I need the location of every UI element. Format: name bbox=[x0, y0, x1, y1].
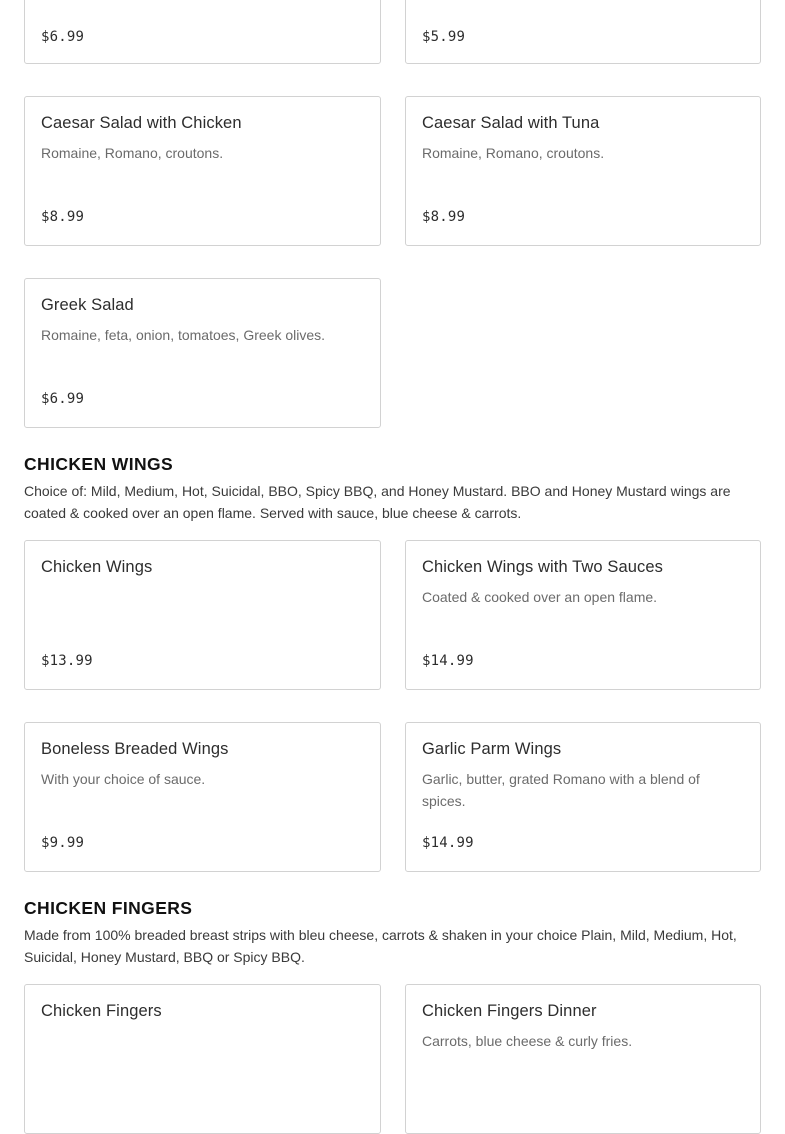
item-name: Boneless Breaded Wings bbox=[41, 740, 229, 758]
item-name: Chicken Fingers bbox=[41, 1002, 162, 1020]
item-price: $9.99 bbox=[41, 835, 85, 851]
section-title-chicken-fingers: CHICKEN FINGERS bbox=[24, 898, 193, 918]
section-description-chicken-wings: Choice of: Mild, Medium, Hot, Suicidal, BBO, Spicy BBQ, and Honey Mustard. BBO and Honey Mustard wings are coated & cooked over an open flame. Served with sauce, blue cheese & carrots. bbox=[24, 483, 731, 521]
item-price: $8.99 bbox=[41, 209, 85, 225]
item-description: Romaine, Romano, croutons. bbox=[422, 145, 605, 161]
item-description: Garlic, butter, grated Romano with a blend of spices. bbox=[422, 771, 700, 809]
item-price: $14.99 bbox=[422, 653, 474, 669]
menu-item-card[interactable] bbox=[24, 984, 381, 1134]
section-title-chicken-wings: CHICKEN WINGS bbox=[24, 454, 174, 474]
item-price: $5.99 bbox=[422, 29, 466, 45]
item-price: $6.99 bbox=[41, 29, 85, 45]
item-name: Chicken Wings with Two Sauces bbox=[422, 558, 664, 576]
item-description: With your choice of sauce. bbox=[41, 771, 206, 787]
menu-item-card[interactable] bbox=[405, 722, 761, 872]
item-price: $6.99 bbox=[41, 391, 85, 407]
item-name: Greek Salad bbox=[41, 296, 134, 314]
menu-item-card[interactable] bbox=[24, 0, 381, 64]
item-name: Caesar Salad with Chicken bbox=[41, 114, 242, 132]
menu-item-card[interactable] bbox=[405, 0, 761, 64]
menu-item-card[interactable] bbox=[24, 540, 381, 690]
menu-item-card[interactable] bbox=[405, 540, 761, 690]
item-price: $8.99 bbox=[422, 209, 466, 225]
item-description: Romaine, feta, onion, tomatoes, Greek olives. bbox=[41, 327, 326, 343]
menu-item-card[interactable] bbox=[405, 984, 761, 1134]
item-name: Chicken Fingers Dinner bbox=[422, 1002, 597, 1020]
menu-item-card[interactable] bbox=[24, 96, 381, 246]
menu-item-card[interactable] bbox=[405, 96, 761, 246]
menu-item-card[interactable] bbox=[24, 722, 381, 872]
item-description: Coated & cooked over an open flame. bbox=[422, 589, 658, 605]
item-name: Garlic Parm Wings bbox=[422, 740, 562, 758]
item-description: Romaine, Romano, croutons. bbox=[41, 145, 224, 161]
item-price: $13.99 bbox=[41, 653, 93, 669]
item-price: $14.99 bbox=[422, 835, 474, 851]
item-name: Chicken Wings bbox=[41, 558, 153, 576]
section-description-chicken-fingers: Made from 100% breaded breast strips with bleu cheese, carrots & shaken in your choice Plain, Mild, Medium, Hot, Suicidal, Honey Mustard, BBQ or Spicy BBQ. bbox=[24, 927, 737, 965]
item-description: Carrots, blue cheese & curly fries. bbox=[422, 1033, 633, 1049]
item-name: Caesar Salad with Tuna bbox=[422, 114, 600, 132]
menu-item-card[interactable] bbox=[24, 278, 381, 428]
